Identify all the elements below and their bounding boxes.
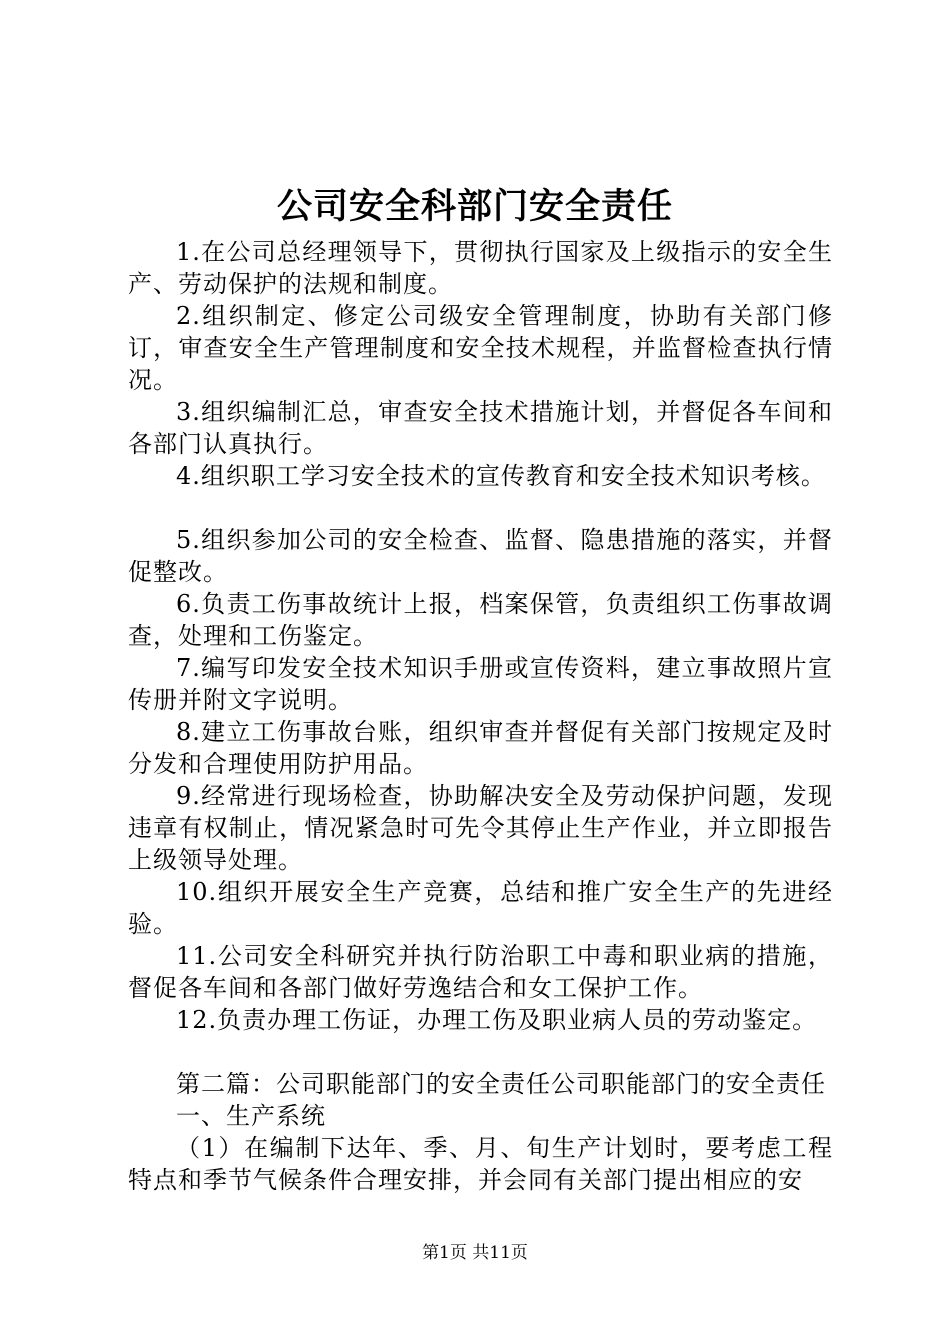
document-title: 公司安全科部门安全责任 <box>276 186 673 227</box>
paragraph-10: 10.组织开展安全生产竞赛，总结和推广安全生产的先进经验。 <box>128 878 833 938</box>
paragraph-spacer <box>128 492 833 524</box>
paragraph-1: 1.在公司总经理领导下，贯彻执行国家及上级指示的安全生产、劳动保护的法规和制度。 <box>128 238 833 298</box>
paragraph-9: 9.经常进行现场检查，协助解决安全及劳动保护问题，发现违章有权制止，情况紧急时可先令其停止生产作业，并立即报告上级领导处理。 <box>128 782 833 874</box>
paragraph-8: 8.建立工伤事故台账，组织审查并督促有关部门按规定及时分发和合理使用防护用品。 <box>128 718 833 778</box>
section-2-heading: 第二篇：公司职能部门的安全责任公司职能部门的安全责任 <box>176 1070 826 1098</box>
section-spacer <box>128 1036 833 1068</box>
section-2-paragraph: （1）在编制下达年、季、月、旬生产计划时，要考虑工程特点和季节气候条件合理安排，并会同有关部门提出相应的安 <box>128 1134 833 1194</box>
paragraph-11: 11.公司安全科研究并执行防治职工中毒和职业病的措施，督促各车间和各部门做好劳逸结合和女工保护工作。 <box>128 942 833 1002</box>
paragraph-2: 2.组织制定、修定公司级安全管理制度，协助有关部门修订，审查安全生产管理制度和安全技术规程，并监督检查执行情况。 <box>128 302 833 394</box>
subsection-heading: 一、生产系统 <box>176 1102 326 1130</box>
paragraph-12: 12.负责办理工伤证，办理工伤及职业病人员的劳动鉴定。 <box>176 1006 818 1034</box>
paragraph-7: 7.编写印发安全技术知识手册或宣传资料，建立事故照片宣传册并附文字说明。 <box>128 654 833 714</box>
page-number-footer: 第1页 共11页 <box>422 1243 528 1263</box>
paragraph-4: 4.组织职工学习安全技术的宣传教育和安全技术知识考核。 <box>176 462 826 490</box>
document-body <box>128 236 833 1196</box>
paragraph-3: 3.组织编制汇总，审查安全技术措施计划，并督促各车间和各部门认真执行。 <box>128 398 833 458</box>
paragraph-5: 5.组织参加公司的安全检查、监督、隐患措施的落实，并督促整改。 <box>128 526 833 586</box>
paragraph-6: 6.负责工伤事故统计上报，档案保管，负责组织工伤事故调查，处理和工伤鉴定。 <box>128 590 833 650</box>
